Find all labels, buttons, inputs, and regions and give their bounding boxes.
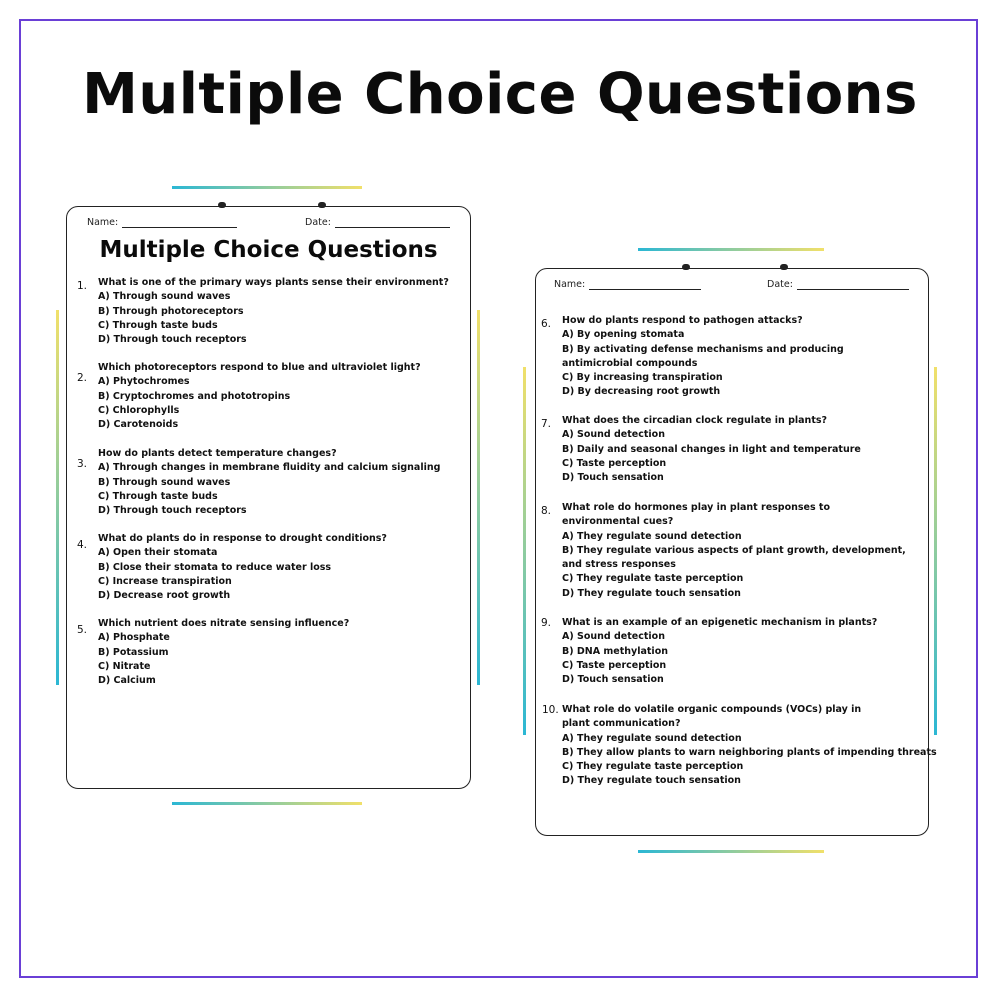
question-number: 6. — [541, 318, 552, 330]
question-number: 2. — [77, 372, 88, 384]
accent-bar — [638, 850, 824, 853]
question-number: 3. — [77, 458, 88, 470]
answer-option: C) They regulate taste perception — [562, 573, 744, 585]
worksheet-page-1 — [66, 206, 471, 789]
answer-option: A) Phytochromes — [98, 376, 190, 388]
accent-bar — [172, 802, 362, 805]
question-text: What is one of the primary ways plants sense their environment? — [98, 277, 449, 288]
name-label: Name: — [554, 279, 586, 290]
date-label: Date: — [767, 279, 793, 290]
binder-ring-icon — [682, 264, 690, 270]
answer-option: D) They regulate touch sensation — [562, 775, 741, 787]
date-field[interactable] — [767, 279, 909, 290]
accent-bar — [477, 310, 480, 685]
answer-option: D) Through touch receptors — [98, 505, 247, 517]
answer-option: C) Through taste buds — [98, 319, 218, 331]
answer-option: D) Touch sensation — [562, 472, 664, 484]
question-text: What do plants do in response to drought conditions? — [98, 533, 387, 544]
name-field[interactable] — [554, 279, 701, 290]
question-block — [77, 361, 421, 432]
answer-option: B) Through photoreceptors — [98, 305, 244, 317]
answer-option: A) Through sound waves — [98, 291, 231, 303]
worksheet-page-2 — [535, 268, 937, 836]
question-number: 7. — [541, 418, 552, 430]
date-field[interactable] — [305, 217, 450, 228]
accent-bar — [934, 367, 937, 735]
question-number: 1. — [77, 280, 88, 292]
answer-option: B) DNA methylation — [562, 645, 668, 657]
answer-option: D) Touch sensation — [562, 674, 664, 686]
date-label: Date: — [305, 217, 331, 228]
binder-ring-icon — [318, 202, 326, 208]
answer-option: B) They regulate various aspects of plant growth, development, and stress responses — [562, 544, 906, 571]
accent-bar — [523, 367, 526, 735]
answer-option: C) Chlorophylls — [98, 404, 180, 416]
answer-option: D) They regulate touch sensation — [562, 587, 741, 599]
question-number: 4. — [77, 539, 88, 551]
answer-option: B) Close their stomata to reduce water loss — [98, 561, 332, 573]
question-block — [541, 314, 917, 400]
answer-option: A) Phosphate — [98, 632, 170, 644]
name-field[interactable] — [87, 217, 237, 228]
answer-option: A) Open their stomata — [98, 547, 218, 559]
binder-ring-icon — [780, 264, 788, 270]
question-text: How do plants respond to pathogen attacks? — [562, 315, 803, 326]
answer-option: D) Calcium — [98, 675, 156, 687]
question-number: 9. — [541, 617, 552, 629]
answer-option: A) By opening stomata — [562, 329, 685, 341]
question-block — [77, 447, 441, 518]
answer-option: C) Nitrate — [98, 660, 151, 672]
question-number: 8. — [541, 505, 552, 517]
question-block — [542, 703, 937, 789]
page-title: Multiple Choice Questions — [82, 62, 918, 127]
answer-option: C) Through taste buds — [98, 490, 218, 502]
accent-bar — [172, 186, 362, 189]
answer-option: D) Through touch receptors — [98, 334, 247, 346]
question-number: 10. — [542, 704, 559, 716]
question-text: What role do volatile organic compounds (VOCs) play in plant communication? — [562, 704, 862, 730]
answer-option: B) They allow plants to warn neighboring plants of impending threats — [562, 746, 937, 758]
question-block — [541, 414, 917, 485]
answer-option: B) Through sound waves — [98, 476, 231, 488]
answer-option: D) By decreasing root growth — [562, 386, 721, 398]
answer-option: C) They regulate taste perception — [562, 761, 744, 773]
answer-option: C) Increase transpiration — [98, 575, 232, 587]
accent-bar — [56, 310, 59, 685]
answer-option: A) They regulate sound detection — [562, 732, 742, 744]
answer-option: B) By activating defense mechanisms and producing antimicrobial compounds — [562, 343, 844, 369]
question-text: Which photoreceptors respond to blue and ultraviolet light? — [98, 362, 421, 373]
answer-option: A) Sound detection — [562, 429, 665, 441]
answer-option: B) Daily and seasonal changes in light and temperature — [562, 443, 861, 455]
question-text: Which nutrient does nitrate sensing influence? — [98, 618, 350, 629]
name-label: Name: — [87, 217, 119, 228]
answer-option: B) Cryptochromes and phototropins — [98, 390, 291, 402]
question-text: What is an example of an epigenetic mechanism in plants? — [562, 617, 878, 628]
binder-ring-icon — [218, 202, 226, 208]
answer-option: C) By increasing transpiration — [562, 372, 723, 384]
question-block — [77, 532, 387, 603]
question-block — [541, 501, 907, 601]
question-text: What does the circadian clock regulate in plants? — [562, 415, 828, 426]
answer-option: A) Sound detection — [562, 631, 665, 643]
answer-option: D) Decrease root growth — [98, 590, 231, 602]
answer-option: C) Taste perception — [562, 659, 667, 671]
question-number: 5. — [77, 624, 88, 636]
question-block — [77, 276, 449, 347]
answer-option: D) Carotenoids — [98, 419, 179, 431]
accent-bar — [638, 248, 824, 251]
answer-option: A) Through changes in membrane fluidity and calcium signaling — [98, 462, 441, 474]
question-text: What role do hormones play in plant responses to environmental cues? — [562, 502, 831, 528]
answer-option: A) They regulate sound detection — [562, 530, 742, 542]
worksheet-title: Multiple Choice Questions — [99, 237, 438, 263]
answer-option: B) Potassium — [98, 646, 169, 658]
answer-option: C) Taste perception — [562, 457, 667, 469]
question-block — [541, 616, 917, 687]
question-block — [77, 617, 350, 688]
question-text: How do plants detect temperature changes? — [98, 448, 337, 459]
